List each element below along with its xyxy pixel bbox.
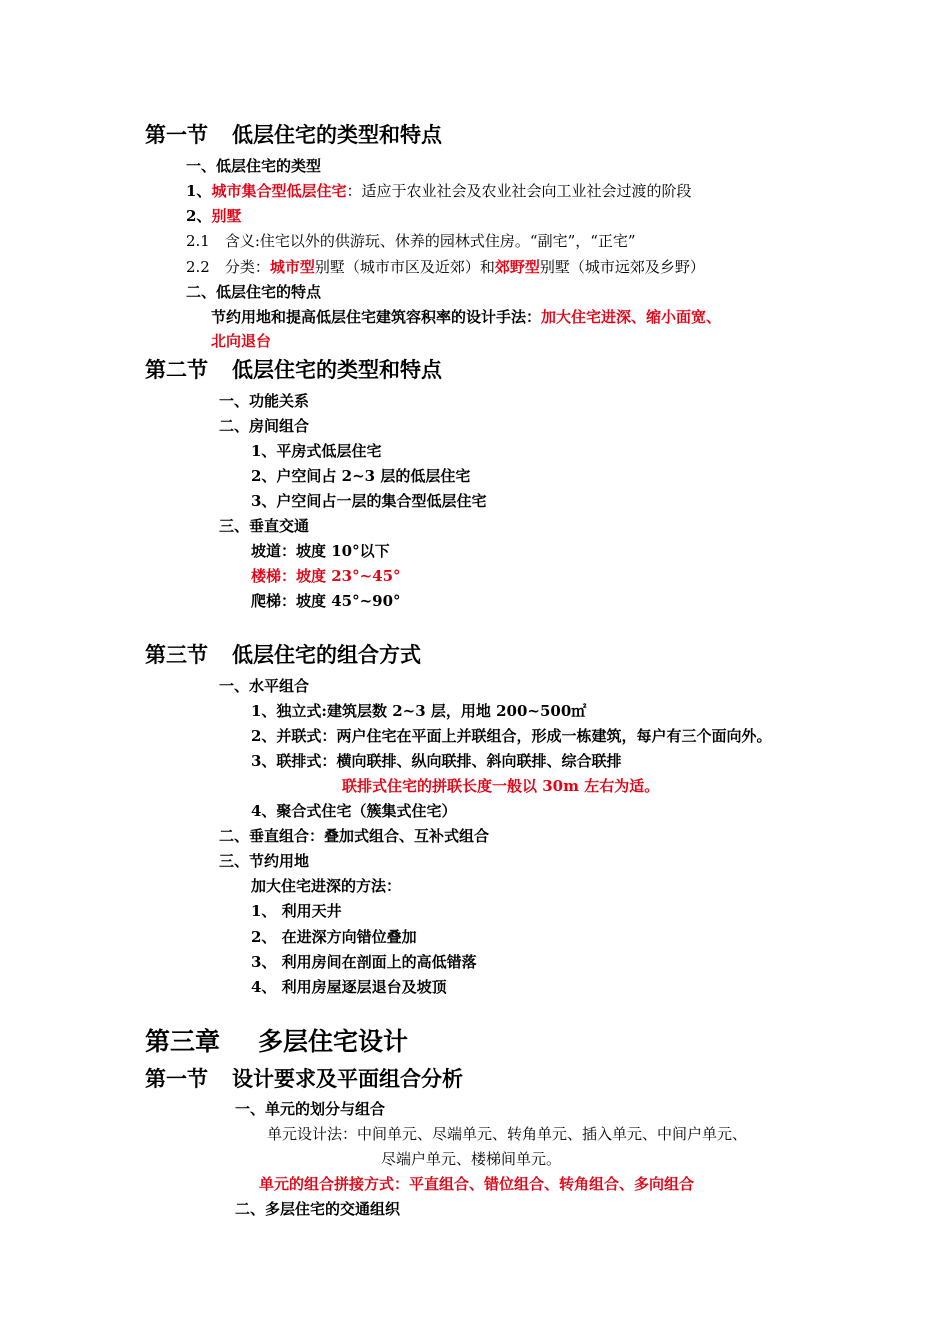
highlight-term: 城市型 (269, 258, 315, 276)
list-item-ramp: 坡道：坡度 10°以下 (251, 542, 390, 560)
item-description: ：适应于农业社会及农业社会向工业社会过渡的阶段 (346, 182, 692, 200)
section-1-number: 第一节 (145, 123, 208, 147)
heading-function: 一、功能关系 (219, 392, 310, 410)
methods-intro: 加大住宅进深的方法： (251, 877, 402, 895)
list-item: 3、 利用房间在剖面上的高低错落 (251, 953, 477, 971)
highlight-note: 联排式住宅的拼联长度一般以 30m 左右为适。 (342, 777, 660, 795)
section-2-number: 第二节 (145, 358, 208, 382)
heading-horizontal: 一、水平组合 (219, 677, 310, 695)
item-text: 别墅（城市远郊及乡野） (539, 258, 705, 276)
section-4-number: 第一节 (145, 1067, 208, 1091)
section-3-title (145, 641, 421, 669)
highlight-term: 郊野型 (494, 258, 540, 276)
list-item: 3、联排式：横向联排、纵向联排、斜向联排、综合联排 (251, 752, 622, 770)
heading-low-rise-types: 一、低层住宅的类型 (186, 157, 322, 175)
chapter-title-text: 多层住宅设计 (258, 1027, 409, 1056)
highlight-term: 别墅 (211, 207, 242, 225)
heading-vertical-traffic: 三、垂直交通 (219, 517, 310, 535)
item-text: 别墅（城市市区及近郊）和 (314, 258, 495, 276)
list-item: 4、 利用房屋逐层退台及坡顶 (251, 978, 447, 996)
heading-traffic-organization: 二、多层住宅的交通组织 (235, 1200, 401, 1218)
list-item: 2、 在进深方向错位叠加 (251, 928, 417, 946)
list-item: 2、户空间占 2~3 层的低层住宅 (251, 467, 471, 485)
section-3-number: 第三节 (145, 643, 208, 667)
item-number: 1、 (186, 182, 212, 200)
item-villa-classification (186, 257, 705, 277)
section-3-title-text: 低层住宅的组合方式 (232, 643, 421, 667)
item-prefix: 2.2 分类： (186, 258, 270, 276)
list-item: 1、平房式低层住宅 (251, 442, 382, 460)
section-2-title (145, 356, 442, 384)
list-item: 4、聚合式住宅（簇集式住宅） (251, 802, 457, 820)
item-number: 2、 (186, 207, 212, 225)
list-item: 1、独立式:建筑层数 2~3 层，用地 200~500㎡ (251, 702, 587, 720)
chapter-3-title (145, 1026, 408, 1058)
item-urban-collective (186, 181, 691, 201)
list-item-ladder: 爬梯：坡度 45°~90° (251, 592, 401, 610)
highlight-term: 加大住宅进深、缩小面宽、 (541, 308, 722, 326)
heading-low-rise-features: 二、低层住宅的特点 (186, 283, 322, 301)
unit-design-methods-continued: 尽端户单元、楼梯间单元。 (381, 1150, 562, 1168)
item-villa (186, 206, 241, 226)
features-lead: 节约用地和提高低层住宅建筑容积率的设计手法： (211, 308, 542, 326)
section-4-title (145, 1065, 463, 1093)
heading-unit-division: 一、单元的划分与组合 (235, 1100, 386, 1118)
highlight-term: 城市集合型低层住宅 (211, 182, 347, 200)
list-item: 1、 利用天井 (251, 902, 342, 920)
heading-land-saving: 三、节约用地 (219, 852, 310, 870)
features-text (211, 307, 721, 327)
chapter-number: 第三章 (145, 1027, 221, 1056)
heading-vertical: 二、垂直组合：叠加式组合、互补式组合 (219, 827, 490, 845)
section-1-title-text: 低层住宅的类型和特点 (232, 123, 442, 147)
section-4-title-text: 设计要求及平面组合分析 (232, 1067, 463, 1091)
item-villa-definition: 2.1 含义:住宅以外的供游玩、休养的园林式住房。“副宅”，“正宅” (186, 232, 636, 250)
heading-room-combination: 二、房间组合 (219, 417, 310, 435)
unit-design-methods: 单元设计法：中间单元、尽端单元、转角单元、插入单元、中间户单元、 (267, 1125, 748, 1143)
list-item: 2、并联式：两户住宅在平面上并联组合，形成一栋建筑，每户有三个面向外。 (251, 727, 772, 745)
section-1-title (145, 121, 442, 149)
highlight-combination-methods: 单元的组合拼接方式：平直组合、错位组合、转角组合、多向组合 (259, 1175, 695, 1193)
list-item-stairs: 楼梯：坡度 23°~45° (251, 567, 401, 585)
list-item: 3、户空间占一层的集合型低层住宅 (251, 492, 487, 510)
section-2-title-text: 低层住宅的类型和特点 (232, 358, 442, 382)
features-text-continued: 北向退台 (211, 332, 272, 350)
